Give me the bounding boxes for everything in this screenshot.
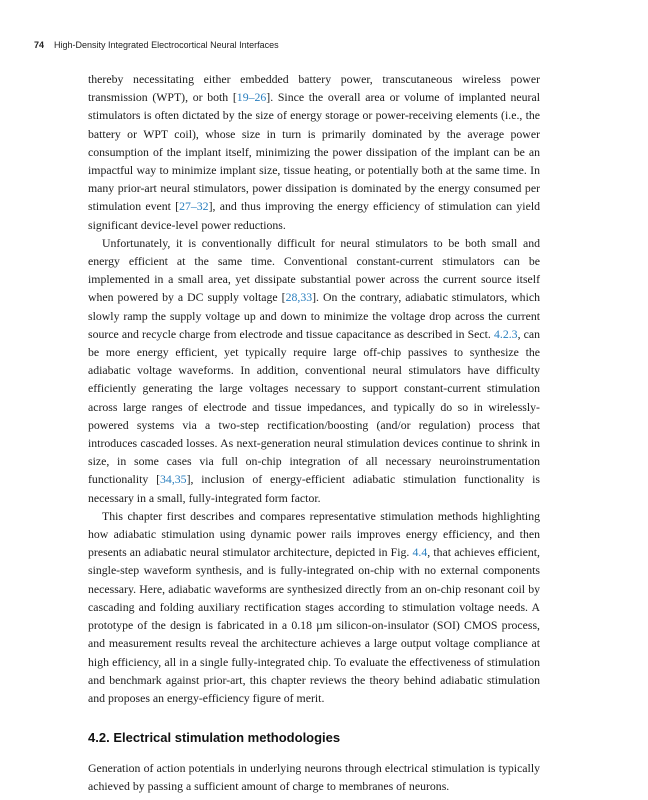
citation-link[interactable]: 19–26: [236, 90, 267, 105]
main-text: [88, 70, 540, 796]
citation-link[interactable]: 27–32: [179, 199, 209, 214]
figure-link[interactable]: 4.4: [412, 545, 428, 560]
paragraph-4: [88, 759, 540, 795]
text-run: ]. On the contrary, adiabatic stimulators, which slowly ramp the supply voltage up and down to minimize the voltage drop across the current source and recycle charge from electrode and tissue capacitance as described in Sect.: [88, 290, 540, 341]
citation-link[interactable]: 28,33: [285, 290, 313, 305]
text-run: , can be more energy efficient, yet typically require large off-chip passives to synthesize the adiabatic voltage waveforms. In addition, conventional neural stimulators have difficulty efficiently generating the large voltages necessary to support constant-current stimulation across large ranges of electrode and tissue impedances, and typically do so in wirelessly-powered systems via a two-step rectification/boosting (and/or regulation) process that introduces cascaded losses. As next-generation neural stimulation devices continue to shrink in size, in some cases via full on-chip integration of all necessary neuroinstrumentation functionality [: [88, 326, 540, 487]
paragraph-3: [88, 507, 540, 707]
paragraph-1: [88, 70, 540, 234]
section-heading: [88, 729, 540, 747]
running-header: [34, 40, 279, 50]
section-title: Electrical stimulation methodologies: [113, 730, 341, 746]
section-link[interactable]: 4.2.3: [493, 326, 518, 341]
paragraph-2: [88, 234, 540, 507]
page-number: 74: [34, 40, 45, 50]
citation-link[interactable]: 34,35: [160, 472, 187, 487]
text-run: Generation of action potentials in underlying neurons through electrical stimulation is typically achieved by passing a sufficient amount of charge to membranes of neurons.: [88, 761, 540, 794]
text-run: , that achieves efficient, single-step waveform synthesis, and is fully-integrated on-chip with no external components necessary. Here, adiabatic waveforms are synthesized directly from an on-chip resonant coil by cascading and folding auxiliary rectification stages according to stimulation voltage needs. A prototype of the design is fabricated in a 0.18 µm silicon-on-insulator (SOI) CMOS process, and measurement results reveal the architecture achieves a large output voltage compliance at high efficiency, all in a single fully-integrated chip. To evaluate the effectiveness of stimulation and benchmark against prior-art, this chapter reviews the theory behind adiabatic stimulation and proposes an energy-efficiency figure of merit.: [88, 545, 540, 705]
text-run: Unfortunately, it is conventionally difficult for neural stimulators to be both small and energy efficient at the same time. Conventional constant-current stimulators can be implemented in a small area, yet dissipate substantial power across the current source itself when powered by a DC supply voltage [: [88, 235, 540, 305]
text-run: This chapter first describes and compares representative stimulation methods highlighting how adiabatic stimulation using dynamic power rails improves energy efficiency, and then presents an adiabatic neural stimulator architecture, depicted in Fig.: [88, 508, 540, 560]
section-number: 4.2.: [88, 730, 110, 746]
text-run: ]. Since the overall area or volume of implanted neural stimulators is often dictated by the size of energy storage or power-receiving elements (i.e., the battery or WPT coil), whose size in turn is primarily dominated by the average power consumption of the implant itself, minimizing the power dissipation of the implant can be an impactful way to minimize implant size, tissue heating, or potentially both at the same time. In many prior-art neural stimulators, power dissipation is dominated by the energy consumed per stimulation event [: [88, 90, 540, 214]
text-run: ], inclusion of energy-efficient adiabatic stimulation functionality is necessary in a small, fully-integrated form factor.: [88, 472, 540, 505]
running-title: High-Density Integrated Electrocortical Neural Interfaces: [54, 40, 279, 50]
text-run: thereby necessitating either embedded battery power, transcutaneous wireless power transmission (WPT), or both [: [88, 72, 540, 105]
text-run: ], and thus improving the energy efficiency of stimulation can yield significant device-level power reductions.: [88, 199, 540, 232]
